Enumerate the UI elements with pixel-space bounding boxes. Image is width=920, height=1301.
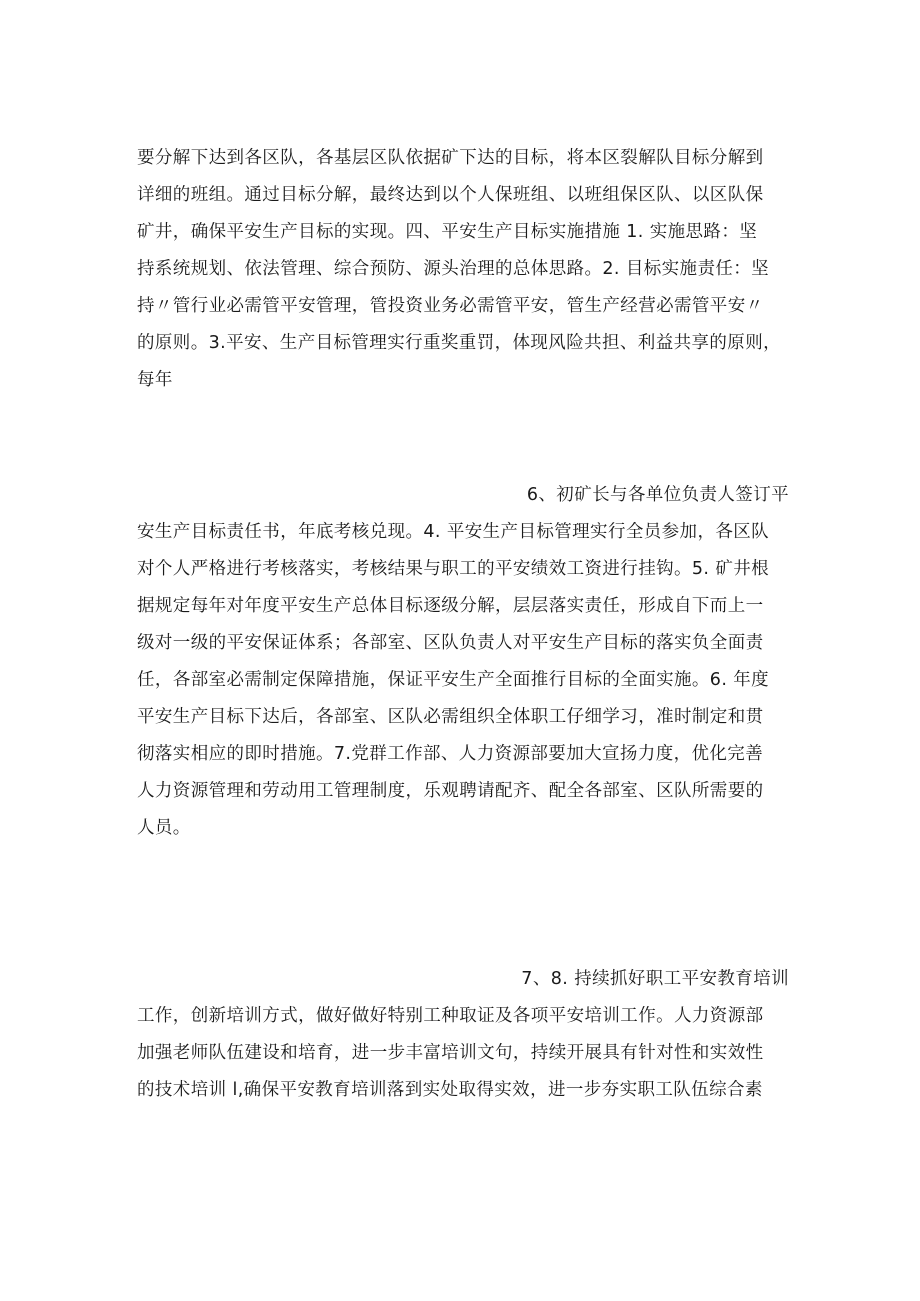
section-heading-line: 7、8. 持续抓好职工平安教育培训 <box>521 969 789 989</box>
paragraph-block-1 <box>137 140 789 399</box>
text-line: 任，各部室必需制定保障措施，保证平安生产全面推行目标的全面实施。6. 年度 <box>137 670 770 690</box>
text-line: 的原则。3.平安、生产目标管理实行重奖重罚，体现风险共担、利益共享的原则， <box>137 333 781 353</box>
text-line: 持系统规划、依法管理、综合预防、源头治理的总体思路。2. 目标实施责任：坚 <box>137 259 770 279</box>
text-line: 人员。 <box>137 818 191 838</box>
text-line: 彻落实相应的即时措施。7.党群工作部、人力资源部要加大宣扬力度，优化完善 <box>137 744 764 764</box>
text-line: 要分解下达到各区队，各基层区队依据矿下达的目标，将本区裂解队目标分解到 <box>137 148 764 168</box>
text-line: 安生产目标责任书，年底考核兑现。4. 平安生产目标管理实行全员参加，各区队 <box>137 522 770 542</box>
text-line: 每年 <box>137 370 173 390</box>
paragraph-block-3 <box>137 961 789 1109</box>
paragraph-block-2 <box>137 477 789 847</box>
text-line: 工作，创新培训方式，做好做好特别工种取证及各项平安培训工作。人力资源部 <box>137 1006 764 1026</box>
text-line: 详细的班组。通过目标分解，最终达到以个人保班组、以班组保区队、以区队保 <box>137 185 764 205</box>
text-line: 加强老师队伍建设和培育，进一步丰富培训文句，持续开展具有针对性和实效性 <box>137 1043 764 1063</box>
text-line: 据规定每年对年度平安生产总体目标逐级分解，层层落实责任，形成自下而上一 <box>137 596 764 616</box>
text-line: 级对一级的平安保证体系；各部室、区队负责人对平安生产目标的落实负全面责 <box>137 633 764 653</box>
text-line: 持〃管行业必需管平安管理，管投资业务必需管平安，管生产经营必需管平安〃 <box>137 296 764 316</box>
text-line: 对个人严格进行考核落实，考核结果与职工的平安绩效工资进行挂钩。5. 矿井根 <box>137 559 770 579</box>
section-heading-line: 6、初矿长与各单位负责人签订平 <box>526 485 789 505</box>
text-line: 的技术培训 l,确保平安教育培训落到实处取得实效，进一步夯实职工队伍综合素 <box>137 1080 763 1100</box>
text-line: 平安生产目标下达后，各部室、区队必需组织全体职工仔细学习，准时制定和贯 <box>137 707 764 727</box>
text-line: 矿井，确保平安生产目标的实现。四、平安生产目标实施措施 1. 实施思路：坚 <box>137 222 758 242</box>
text-line: 人力资源管理和劳动用工管理制度，乐观聘请配齐、配全各部室、区队所需要的 <box>137 781 764 801</box>
